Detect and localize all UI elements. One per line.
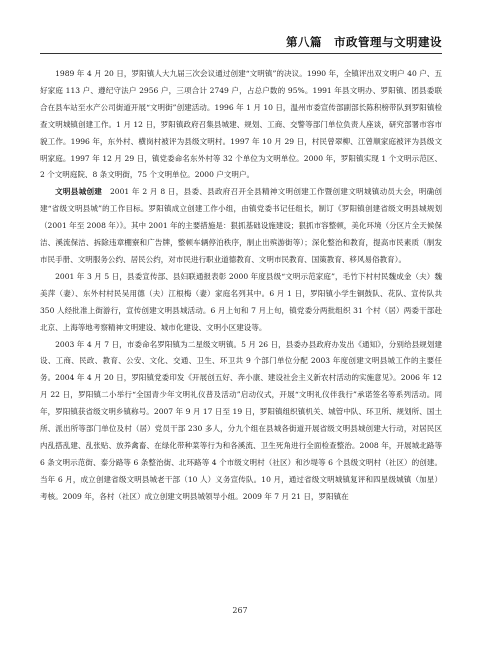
page-header: [40, 34, 442, 50]
paragraph: [40, 337, 442, 506]
paragraph-text: 2003 年 4 月 7 日，市委命名罗阳镇为二星级文明镇。5 月 26 日，县委办县政府办发出《通知》，分别给县规划建设、工商、民政、教育、公安、文化、交通、卫生、环卫共 9 个部门单位分配 2003 年度创建文明县城工作的主要任务。2004 年 4 月 20 日，罗阳镇党委印发《开展创五好、奔小康、建设社会主义新农村活动的实施意见》。2006 年 12 月 22 日，罗阳镇二小举行“全国青少年文明礼仪普及活动”启动仪式，开展“文明礼仪伴我行”承诺签名等系列活动。同年，罗阳镇获省级文明乡镇称号。2007 年 9 月 17 日至 19 日，罗阳镇组织镇机关、城管中队、环卫所、规划所、国土所、派出所等部门单位及村（居）党员干部 230 多人，分九个组在县城各街道开展省级文明县城创建大行动，对居民区内乱搭乱建、乱张贴、放养禽畜、在绿化带种菜等行为和各溪流、卫生死角进行全面检查整治。2008 年，开展城北路等 6 条文明示范街、泰分路等 6 条整治街、北环路等 4 个市级文明村（社区）和沙堤等 6 个县级文明村（社区）的创建。当年 6 月，成立创建省级文明县城老干部（10 人）义务宣传队。10 月，通过省级文明城镇复评和四星级城镇（加星）考核。2009 年，各村（社区）成立创建文明县城领导小组。2009 年 7 月 21 日，罗阳镇在: [40, 339, 442, 501]
paragraph: [40, 269, 442, 337]
paragraph-text: 2001 年 2 月 8 日，县委、县政府召开全县精神文明创建工作暨创建文明城镇动员大会，明确创建“省级文明县城”的工作目标。罗阳镇成立创建工作小组，由镇党委书记任组长，制订《罗阳镇创建省级文明县城规划（2001 年至 2008 年）》。其中 2001 年的主要措施是：狠抓基础设施建设；狠抓市容整顿，美化环境（分区片全天候保洁、溪流保洁、拆除违章棚寮和广告牌，整顿车辆停泊秩序，制止出殡游街等）；深化整治和教育，提高市民素质（制发市民手册、文明服务公约、居民公约，对市民进行职业道德教育、文明市民教育、国策教育、移风易俗教育）。: [40, 187, 442, 264]
chapter-title: 第八篇 市政管理与文明建设: [286, 35, 442, 49]
paragraph: [40, 184, 442, 269]
page-number: 267: [232, 606, 248, 615]
paragraph-text: 2001 年 3 月 5 日，县委宣传部、县妇联通报表彰 2000 年度县级“文明示范家庭”，毛竹下村村民魏成金（夫）魏美萍（妻）、东外村村民吴用德（夫）江根梅（妻）家庭名列其中。6 月 1 日，罗阳镇小学生铜鼓队、花队、宣传队共 350 人经批准上街游行，宣传创建文明县城活动。6 月上旬和 7 月上旬，镇党委分两批组织 31 个村（居）两委干部赴北京、上海等地考察精神文明建设、城市化建设、文明小区建设等。: [40, 271, 442, 332]
header-divider: [40, 53, 442, 54]
paragraph: [40, 66, 442, 184]
section-lead: 文明县城创建: [55, 187, 103, 197]
body-text: [40, 66, 442, 506]
paragraph-text: 1989 年 4 月 20 日，罗阳镇人大九届三次会议通过创建“文明镇”的决议。1990 年，全镇评出双文明户 40 户、五好家庭 113 户、遵纪守法户 2956 户，三项合计 2749 户，占总户数的 95%。1991 年县文明办、罗阳镇、团县委联合在县车站至水产公司街道开展“文明街”创建活动。1996 年 1 月 10 日，温州市委宣传部副部长陈积榜带队到罗阳镇检查文明城镇创建工作。1 月 12 日，罗阳镇政府召集县城建、规划、工商、交警等部门单位负责人座谈，研究部署市容市貌工作。1996 年，东外村、横岗村被评为县级文明村。1997 年 10 月 29 日，村民曾翠柳、江曾顺家庭被评为县级文明家庭。1997 年 12 月 29 日，镇党委命名东外村等 32 个单位为文明单位。2000 年，罗阳镇实现 1 个文明示范区、2 个文明庭院、8 条文明街，75 个文明单位。2000 户文明户。: [40, 69, 442, 180]
